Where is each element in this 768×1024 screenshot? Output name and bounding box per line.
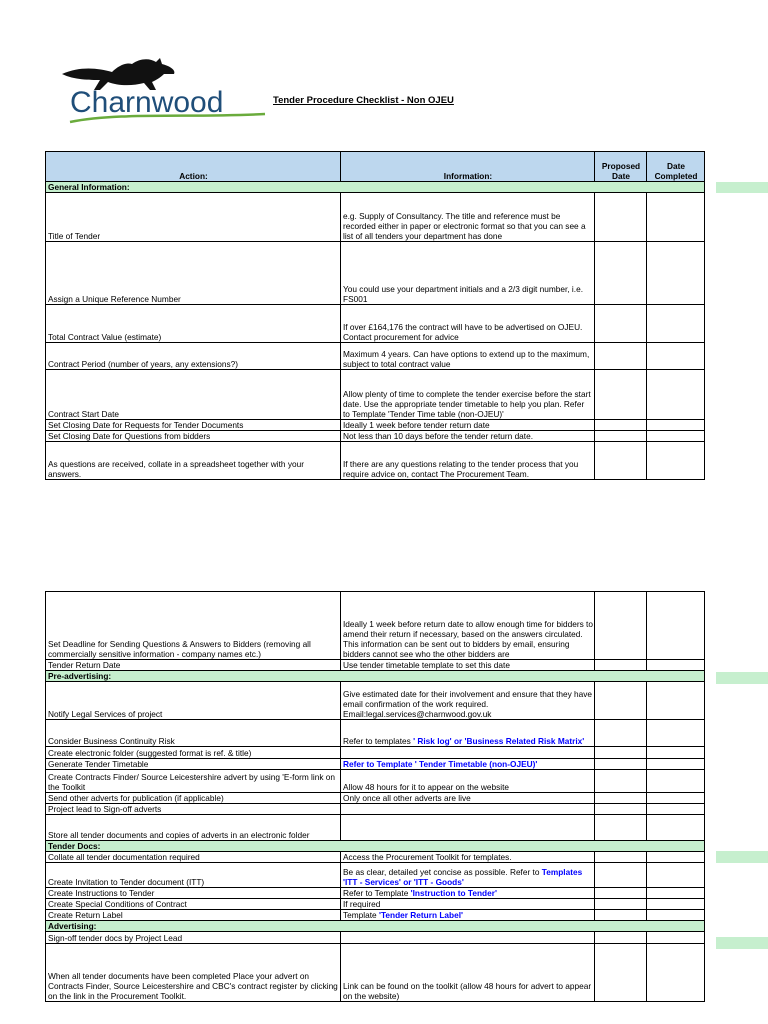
section-label-general: General Information: <box>46 182 705 193</box>
checklist-table-1 <box>45 151 705 480</box>
action-cell: Send other adverts for publication (if applicable) <box>46 793 341 804</box>
table-row <box>46 305 705 343</box>
action-cell: Collate all tender documentation required <box>46 852 341 863</box>
info-cell: If over £164,176 the contract will have to be advertised on OJEU. Contact procurement for advice <box>341 305 595 343</box>
col-header-action: Action: <box>46 152 341 182</box>
section-row-tender-docs <box>46 841 705 852</box>
action-cell: When all tender documents have been completed Place your advert on Contracts Finder, Source Leicestershire and CBC's contract register by clicking on the link in the Procurement Toolkit. <box>46 944 341 1002</box>
date-completed-cell[interactable] <box>647 682 705 720</box>
date-completed-cell[interactable] <box>647 944 705 1002</box>
table-row <box>46 660 705 671</box>
proposed-date-cell[interactable] <box>595 804 647 815</box>
table-row <box>46 431 705 442</box>
info-cell: Allow plenty of time to complete the tender exercise before the start date. Use the appropriate tender timetable to help you plan. Refer to Template 'Tender Time table (non-OJEU)' <box>341 370 595 420</box>
action-cell: Set Closing Date for Questions from bidders <box>46 431 341 442</box>
proposed-date-cell[interactable] <box>595 863 647 888</box>
action-cell: Create electronic folder (suggested format is ref. & title) <box>46 747 341 759</box>
action-cell: Title of Tender <box>46 193 341 242</box>
proposed-date-cell[interactable] <box>595 193 647 242</box>
header-row <box>46 152 705 182</box>
proposed-date-cell[interactable] <box>595 888 647 899</box>
action-cell: Create Invitation to Tender document (ITT) <box>46 863 341 888</box>
info-cell: Give estimated date for their involvement and ensure that they have email confirmation of the work required. Email:legal.services@charnwood.gov.uk <box>341 682 595 720</box>
section-band <box>716 851 768 863</box>
section-row-general <box>46 182 705 193</box>
proposed-date-cell[interactable] <box>595 592 647 660</box>
action-cell: Generate Tender Timetable <box>46 759 341 770</box>
date-completed-cell[interactable] <box>647 431 705 442</box>
info-text: Template <box>343 910 379 920</box>
section-label-tender-docs: Tender Docs: <box>46 841 705 852</box>
proposed-date-cell[interactable] <box>595 305 647 343</box>
proposed-date-cell[interactable] <box>595 932 647 944</box>
date-completed-cell[interactable] <box>647 770 705 793</box>
table-row <box>46 682 705 720</box>
col-header-date-completed: Date Completed <box>647 152 705 182</box>
action-cell: Contract Start Date <box>46 370 341 420</box>
proposed-date-cell[interactable] <box>595 442 647 480</box>
date-completed-cell[interactable] <box>647 442 705 480</box>
proposed-date-cell[interactable] <box>595 759 647 770</box>
info-cell <box>341 888 595 899</box>
info-cell: Link can be found on the toolkit (allow 48 hours for advert to appear on the website) <box>341 944 595 1002</box>
proposed-date-cell[interactable] <box>595 899 647 910</box>
section-row-pre-advertising <box>46 671 705 682</box>
proposed-date-cell[interactable] <box>595 852 647 863</box>
template-link[interactable]: 'Instruction to Tender' <box>410 888 497 898</box>
table-row <box>46 370 705 420</box>
proposed-date-cell[interactable] <box>595 793 647 804</box>
info-cell: e.g. Supply of Consultancy. The title and reference must be recorded either in paper or electronic format so that you can see a list of all tenders your department has done <box>341 193 595 242</box>
info-cell <box>341 720 595 747</box>
table-row <box>46 863 705 888</box>
info-cell: Access the Procurement Toolkit for templates. <box>341 852 595 863</box>
action-cell: Create Instructions to Tender <box>46 888 341 899</box>
proposed-date-cell[interactable] <box>595 431 647 442</box>
info-cell <box>341 759 595 770</box>
section-band <box>716 937 768 949</box>
date-completed-cell[interactable] <box>647 370 705 420</box>
action-cell: Project lead to Sign-off adverts <box>46 804 341 815</box>
proposed-date-cell[interactable] <box>595 242 647 305</box>
checklist-table-2 <box>45 591 705 1002</box>
action-cell: Assign a Unique Reference Number <box>46 242 341 305</box>
proposed-date-cell[interactable] <box>595 815 647 841</box>
date-completed-cell[interactable] <box>647 193 705 242</box>
info-cell: Maximum 4 years. Can have options to extend up to the maximum, subject to total contract value <box>341 343 595 370</box>
proposed-date-cell[interactable] <box>595 910 647 921</box>
table-row <box>46 804 705 815</box>
proposed-date-cell[interactable] <box>595 420 647 431</box>
action-cell: Total Contract Value (estimate) <box>46 305 341 343</box>
info-text: Be as clear, detailed yet concise as possible. Refer to <box>343 867 542 877</box>
table-row <box>46 720 705 747</box>
date-completed-cell[interactable] <box>647 420 705 431</box>
info-cell <box>341 804 595 815</box>
date-completed-cell[interactable] <box>647 759 705 770</box>
date-completed-cell[interactable] <box>647 910 705 921</box>
col-header-proposed-date: Proposed Date <box>595 152 647 182</box>
date-completed-cell[interactable] <box>647 888 705 899</box>
date-completed-cell[interactable] <box>647 660 705 671</box>
action-cell: Store all tender documents and copies of adverts in an electronic folder <box>46 815 341 841</box>
action-cell: Set Deadline for Sending Questions & Answers to Bidders (removing all commercially sensitive information - company names etc.) <box>46 592 341 660</box>
info-cell: Ideally 1 week before tender return date <box>341 420 595 431</box>
date-completed-cell[interactable] <box>647 852 705 863</box>
info-cell <box>341 863 595 888</box>
info-cell: Use tender timetable template to set this date <box>341 660 595 671</box>
action-cell: Sign-off tender docs by Project Lead <box>46 932 341 944</box>
table-row <box>46 815 705 841</box>
table-row <box>46 770 705 793</box>
info-cell: Only once all other adverts are live <box>341 793 595 804</box>
action-cell: Consider Business Continuity Risk <box>46 720 341 747</box>
date-completed-cell[interactable] <box>647 343 705 370</box>
table-row <box>46 910 705 921</box>
section-label-pre-advertising: Pre-advertising: <box>46 671 705 682</box>
action-cell: Create Return Label <box>46 910 341 921</box>
action-cell: Contract Period (number of years, any extensions?) <box>46 343 341 370</box>
action-cell: Create Contracts Finder/ Source Leicestershire advert by using 'E-form link on the Toolkit <box>46 770 341 793</box>
date-completed-cell[interactable] <box>647 815 705 841</box>
proposed-date-cell[interactable] <box>595 682 647 720</box>
table-row <box>46 242 705 305</box>
template-link[interactable]: Refer to Template ' Tender Timetable (non-OJEU)' <box>343 759 538 769</box>
table-row <box>46 899 705 910</box>
proposed-date-cell[interactable] <box>595 343 647 370</box>
info-cell <box>341 815 595 841</box>
action-cell: Set Closing Date for Requests for Tender Documents <box>46 420 341 431</box>
info-text: Refer to Template <box>343 888 411 898</box>
table-row <box>46 852 705 863</box>
table-row <box>46 592 705 660</box>
action-cell: As questions are received, collate in a spreadsheet together with your answers. <box>46 442 341 480</box>
info-cell <box>341 910 595 921</box>
info-cell: Not less than 10 days before the tender return date. <box>341 431 595 442</box>
table-row <box>46 932 705 944</box>
template-link[interactable]: ' Risk log' or 'Business Related Risk Matrix' <box>413 736 585 746</box>
table-row <box>46 747 705 759</box>
table-row <box>46 888 705 899</box>
charnwood-logo <box>60 52 270 132</box>
table-row <box>46 793 705 804</box>
info-cell: Ideally 1 week before return date to allow enough time for bidders to amend their return if necessary, based on the answers circulated. This information can be sent out to bidders by email, ensuring bidders cannot see who the other bidders are <box>341 592 595 660</box>
section-label-advertising: Advertising: <box>46 921 705 932</box>
table-row <box>46 944 705 1002</box>
info-cell: If required <box>341 899 595 910</box>
info-cell: You could use your department initials and a 2/3 digit number, i.e. FS001 <box>341 242 595 305</box>
table-row <box>46 759 705 770</box>
table-row <box>46 193 705 242</box>
action-cell: Create Special Conditions of Contract <box>46 899 341 910</box>
info-cell: If there are any questions relating to the tender process that you require advice on, contact The Procurement Team. <box>341 442 595 480</box>
document-title: Tender Procedure Checklist - Non OJEU <box>273 95 454 106</box>
proposed-date-cell[interactable] <box>595 770 647 793</box>
proposed-date-cell[interactable] <box>595 660 647 671</box>
info-cell <box>341 932 595 944</box>
section-band <box>716 182 768 193</box>
date-completed-cell[interactable] <box>647 804 705 815</box>
proposed-date-cell[interactable] <box>595 370 647 420</box>
table-row <box>46 442 705 480</box>
template-link[interactable]: 'Tender Return Label' <box>378 910 463 920</box>
section-row-advertising <box>46 921 705 932</box>
date-completed-cell[interactable] <box>647 720 705 747</box>
date-completed-cell[interactable] <box>647 863 705 888</box>
table-row <box>46 343 705 370</box>
proposed-date-cell[interactable] <box>595 720 647 747</box>
proposed-date-cell[interactable] <box>595 747 647 759</box>
logo-text: Charnwood <box>70 86 224 119</box>
template-link[interactable]: Templates 'ITT - Services' or 'ITT - Goods' <box>343 867 583 887</box>
table-row <box>46 420 705 431</box>
date-completed-cell[interactable] <box>647 747 705 759</box>
col-header-information: Information: <box>341 152 595 182</box>
info-text: Refer to templates <box>343 736 414 746</box>
date-completed-cell[interactable] <box>647 305 705 343</box>
date-completed-cell[interactable] <box>647 242 705 305</box>
section-band <box>716 672 768 684</box>
date-completed-cell[interactable] <box>647 932 705 944</box>
info-cell <box>341 747 595 759</box>
date-completed-cell[interactable] <box>647 793 705 804</box>
action-cell: Notify Legal Services of project <box>46 682 341 720</box>
date-completed-cell[interactable] <box>647 592 705 660</box>
info-cell: Allow 48 hours for it to appear on the website <box>341 770 595 793</box>
proposed-date-cell[interactable] <box>595 944 647 1002</box>
action-cell: Tender Return Date <box>46 660 341 671</box>
date-completed-cell[interactable] <box>647 899 705 910</box>
